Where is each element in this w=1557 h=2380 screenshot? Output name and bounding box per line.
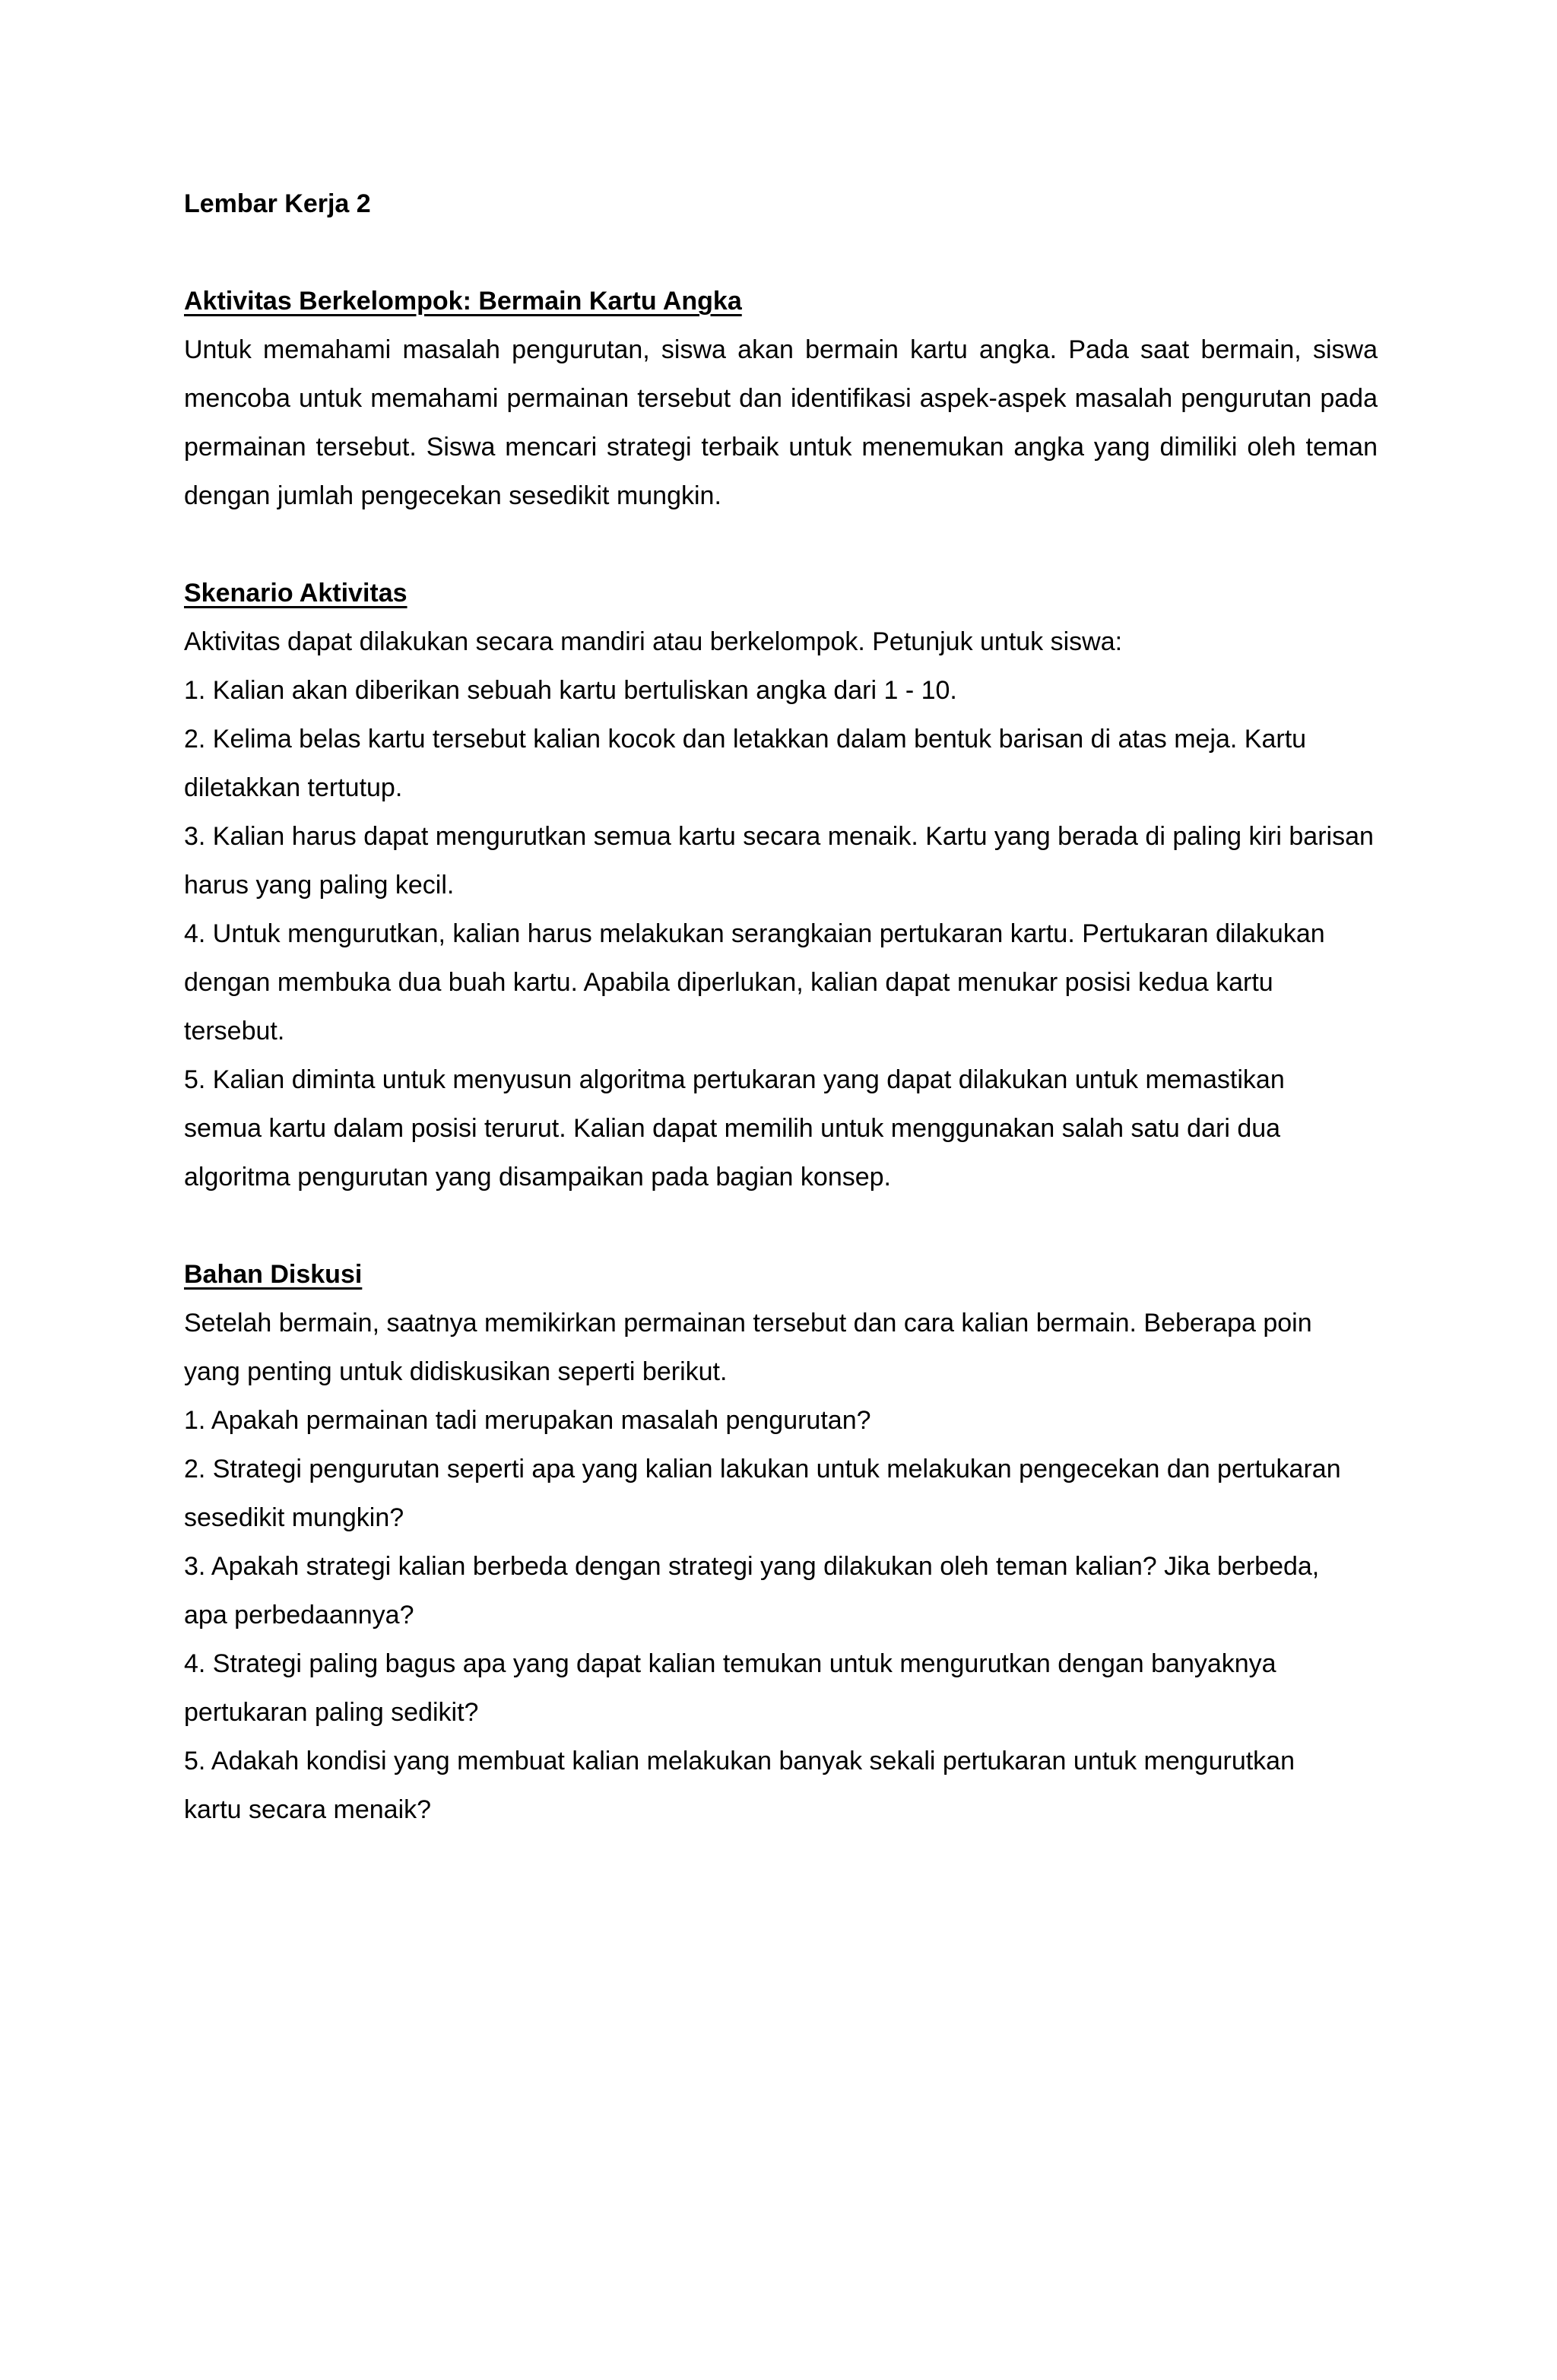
list-item: 1. Apakah permainan tadi merupakan masalah pengurutan?: [184, 1406, 871, 1435]
list-item: 2. Kelima belas kartu tersebut kalian kocok dan letakkan dalam bentuk barisan di atas meja. Kartu diletakkan tertutup.: [184, 725, 1307, 802]
list-item: 1. Kalian akan diberikan sebuah kartu bertuliskan angka dari 1 - 10.: [184, 676, 957, 705]
list-item: 4. Untuk mengurutkan, kalian harus melakukan serangkaian pertukaran kartu. Pertukaran dilakukan dengan membuka dua buah kartu. Apabila diperlukan, kalian dapat menukar posisi kedua kartu tersebut.: [184, 919, 1325, 1046]
document-page: [184, 179, 1378, 1834]
discussion-list: [184, 1396, 1378, 1834]
list-item: 3. Kalian harus dapat mengurutkan semua kartu secara menaik. Kartu yang berada di paling kiri barisan harus yang paling kecil.: [184, 822, 1374, 900]
list-item: 3. Apakah strategi kalian berbeda dengan strategi yang dilakukan oleh teman kalian? Jika berbeda, apa perbedaannya?: [184, 1552, 1320, 1630]
list-item: 2. Strategi pengurutan seperti apa yang kalian lakukan untuk melakukan pengecekan dan pertukaran sesedikit mungkin?: [184, 1455, 1341, 1532]
list-item: 5. Adakah kondisi yang membuat kalian melakukan banyak sekali pertukaran untuk mengurutkan kartu secara menaik?: [184, 1747, 1295, 1824]
section-intro: Setelah bermain, saatnya memikirkan permainan tersebut dan cara kalian bermain. Beberapa poin yang penting untuk didiskusikan seperti berikut.: [184, 1309, 1312, 1386]
list-item: 4. Strategi paling bagus apa yang dapat kalian temukan untuk mengurutkan dengan banyaknya pertukaran paling sedikit?: [184, 1649, 1276, 1727]
instruction-list: [184, 666, 1378, 1201]
document-title: Lembar Kerja 2: [184, 189, 371, 218]
section-heading: Bahan Diskusi: [184, 1260, 363, 1289]
section-heading: Aktivitas Berkelompok: Bermain Kartu Angka: [184, 287, 742, 316]
section-aktivitas-berkelompok: [184, 277, 1378, 520]
section-paragraph: Untuk memahami masalah pengurutan, siswa akan bermain kartu angka. Pada saat bermain, siswa mencoba untuk memahami permainan tersebut dan identifikasi aspek-aspek masalah pengurutan pada permainan tersebut. Siswa mencari strategi terbaik untuk menemukan angka yang dimiliki oleh teman dengan jumlah pengecekan sesedikit mungkin.: [184, 335, 1378, 510]
list-item: 5. Kalian diminta untuk menyusun algoritma pertukaran yang dapat dilakukan untuk memastikan semua kartu dalam posisi terurut. Kalian dapat memilih untuk menggunakan salah satu dari dua algoritma pengurutan yang disampaikan pada bagian konsep.: [184, 1065, 1285, 1192]
section-heading: Skenario Aktivitas: [184, 579, 407, 608]
section-skenario-aktivitas: [184, 569, 1378, 1201]
section-bahan-diskusi: [184, 1250, 1378, 1834]
section-intro: Aktivitas dapat dilakukan secara mandiri atau berkelompok. Petunjuk untuk siswa:: [184, 627, 1123, 656]
